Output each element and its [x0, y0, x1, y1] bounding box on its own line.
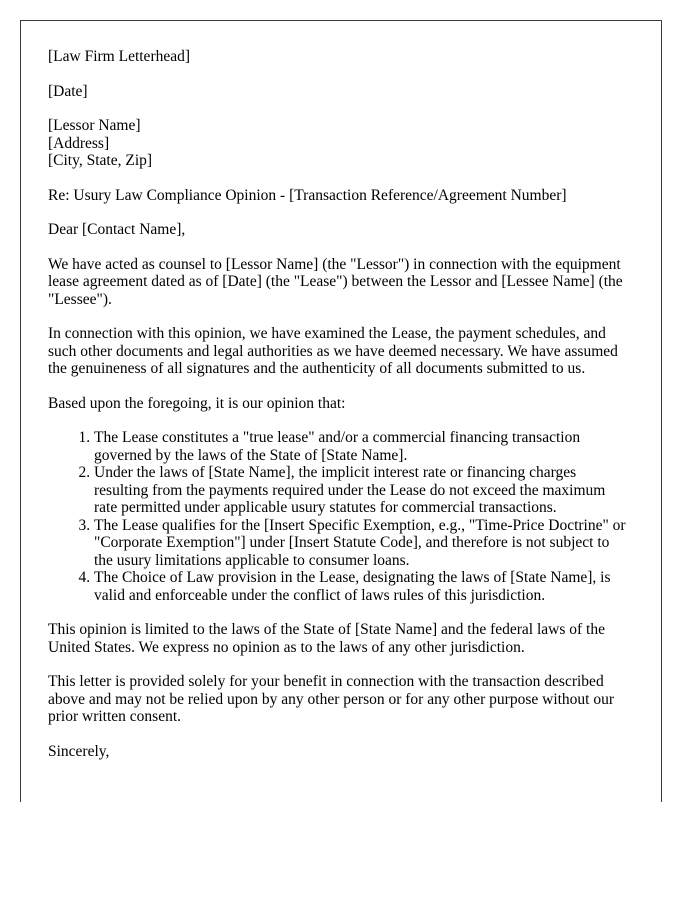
body-paragraph-counsel: We have acted as counsel to [Lessor Name] (the "Lessor") in connection with the equipment lease agreement dated as of [Date] (the "Lease") between the Lessor and [Lessee Name] (the "Lessee"). [48, 255, 623, 308]
opinion-list [48, 429, 632, 604]
recipient-city-state-zip-line: [City, State, Zip] [48, 152, 153, 169]
subject-line: Re: Usury Law Compliance Opinion - [Transaction Reference/Agreement Number] [48, 186, 567, 204]
opinion-item-exemption: 3. The Lease qualifies for the [Insert Specific Exemption, e.g., "Time-Price Doctrine" or "Corporate Exemption"] under [Insert Statute Code], and therefore is not subject to the usury limitations applicable to consumer loans. [94, 517, 632, 570]
letter-page [20, 20, 662, 802]
body-paragraph-examination: In connection with this opinion, we have examined the Lease, the payment schedules, and such other documents and legal authorities as we have deemed necessary. We have assumed the genuineness of all signatures and the authenticity of all documents submitted to us. [48, 325, 618, 377]
letter-content [21, 21, 661, 760]
salutation: Dear [Contact Name], [48, 221, 186, 238]
opinion-item-interest-rate: 2. Under the laws of [State Name], the implicit interest rate or financing charges resulting from the payments required under the Lease do not exceed the maximum rate permitted under applicable usury statutes for commercial transactions. [94, 464, 632, 517]
recipient-address-line: [Address] [48, 134, 110, 152]
recipient-name-line: [Lessor Name] [48, 117, 141, 134]
closing-paragraph-reliance: This letter is provided solely for your benefit in connection with the transaction described above and may not be relied upon by any other person or for any other purpose without our prior written consent. [48, 673, 615, 725]
opinion-item-true-lease: 1. The Lease constitutes a "true lease" and/or a commercial financing transaction governed by the laws of the State of [State Name]. [94, 429, 632, 464]
opinion-item-choice-of-law: 4. The Choice of Law provision in the Lease, designating the laws of [State Name], is valid and enforceable under the conflict of laws rules of this jurisdiction. [94, 569, 632, 604]
closing-paragraph-limitation: This opinion is limited to the laws of the State of [State Name] and the federal laws of the United States. We express no opinion as to the laws of any other jurisdiction. [48, 621, 605, 656]
letterhead-placeholder: [Law Firm Letterhead] [48, 48, 191, 65]
body-paragraph-opinion-intro: Based upon the foregoing, it is our opinion that: [48, 394, 346, 412]
date-placeholder: [Date] [48, 82, 88, 100]
signoff: Sincerely, [48, 742, 110, 760]
recipient-address-block [48, 117, 632, 170]
